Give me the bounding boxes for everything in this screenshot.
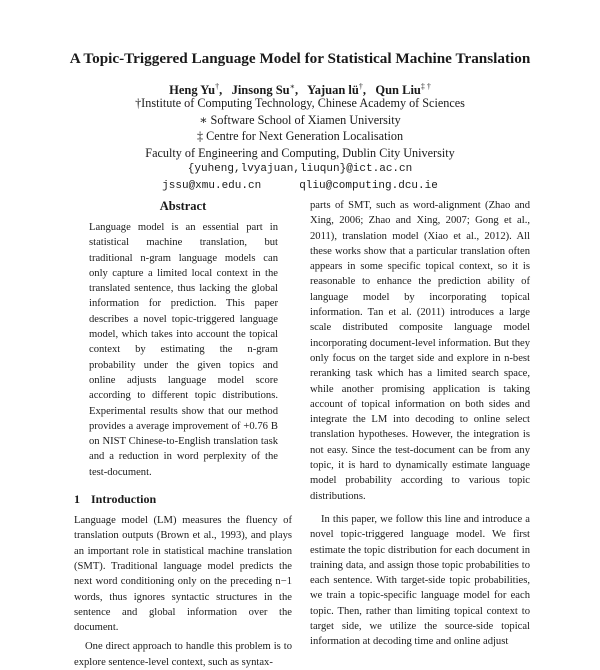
author-mark: ∗ — [289, 82, 296, 91]
email-address: qliu@computing.dcu.ie — [299, 179, 438, 192]
body-paragraph: In this paper, we follow this line and introduce a novel topic-triggered language model. We first estimate the topic distribution for each document in training data, and assign those topic probabilities to each sentence. With target-side topic probabilities, we train a topic-specific language model for each topic. Then, rather than limiting topical context to target side, we utilize the source-side topical information at decoding time and online adjust — [310, 513, 530, 648]
author-mark: † — [215, 82, 220, 91]
email-line: {yuheng,lvyajuan,liuqun}@ict.ac.cn — [187, 163, 413, 176]
email-address: jssu@xmu.edu.cn — [162, 179, 262, 192]
affiliation-line: ‡ Centre for Next Generation Localisation — [196, 129, 404, 144]
affiliation-line: †Institute of Computing Technology, Chinese Academy of Sciences — [135, 96, 465, 110]
author-name: Heng Yu — [169, 83, 216, 98]
section-title: Introduction — [91, 492, 157, 507]
right-column — [310, 198, 530, 650]
abstract-heading: Abstract — [159, 199, 207, 213]
section-number: 1 — [74, 492, 80, 507]
author-name: Qun Liu — [375, 83, 421, 98]
abstract-text: Language model is an essential part in statistical machine translation, but traditional n-gram language models can only capture a limited local context in the translated sentence, thus lacking the global information for prediction. This paper describes a novel topic-triggered language model, which takes into account the topical context by estimating the n-gram probability under the given topics and online adjusts language model score according to different topic distributions. Experimental results show that our method provides a average improvement of +0.76 B on NIST Chinese-to-English translation task and a reduction in word perplexity of the test-document. — [89, 222, 278, 478]
body-paragraph: parts of SMT, such as word-alignment (Zhao and Xing, 2006; Zhao and Xing, 2007; Gong et al., 2011), translation model (Xiao et al., 2012). All these works show that a particular translation often appears in some specific topical context, so it is reasonable to enhance the prediction ability of language model by incorporating topical information. Tan et al. (2011) introduces a large scale distributed composite language model incorporating document-level information. But they only focus on the target side and explore in n-best reranking task which has a limited search space, while another promising application is taking account of topical information on both sides and integrate the LM into decoding to online select translation hypotheses. However, the integration is not easy. Since the test-document can be from any topic, it is hard to dynamically estimate language model probability according to various topic distributions. — [310, 200, 530, 502]
author-mark: † — [358, 82, 363, 91]
author-name: Yajuan lü — [307, 83, 359, 98]
body-paragraph: Language model (LM) measures the fluency of translation outputs (Brown et al., 1993), and plays an important role in statistical machine translation (SMT). Traditional language model predicts the next word conditioning only on the preceding n−1 words, thus ignores syntactic structures in the sentence and global information over the document. — [74, 515, 292, 634]
author-mark: ‡ † — [420, 82, 431, 91]
section-heading — [74, 492, 292, 507]
affiliation-line: Faculty of Engineering and Computing, Dublin City University — [145, 145, 455, 160]
affiliations — [0, 95, 600, 195]
body-paragraph: One direct approach to handle this problem is to explore sentence-level context, such as syntax- — [74, 641, 292, 668]
author-name: Jinsong Su — [231, 83, 290, 98]
email-line — [0, 178, 600, 195]
left-column — [74, 198, 292, 670]
affiliation-line: ∗ Software School of Xiamen University — [199, 112, 401, 127]
paper-title: A Topic-Triggered Language Model for Statistical Machine Translation — [69, 50, 531, 67]
author-list: Heng Yu†, Jinsong Su∗, Yajuan lü†, Qun Liu‡ † — [169, 82, 431, 98]
